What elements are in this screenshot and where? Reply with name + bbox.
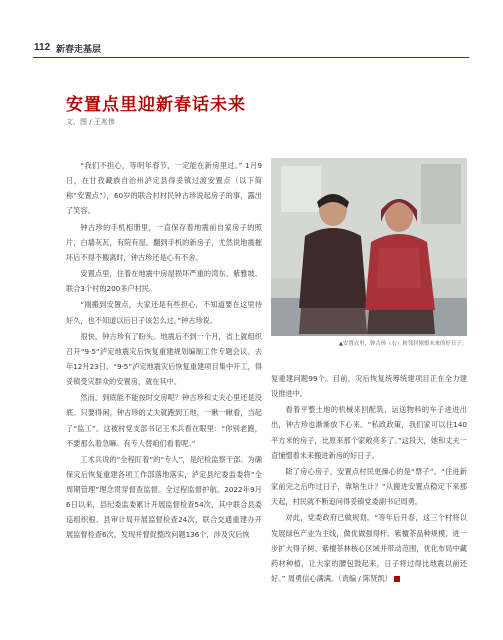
body-paragraph: 工术兵说的“全程盯着”的“专人”，是纪检监察干部。为确保灾后恢复重建各项工作部落地落实，泸定县纪委监委将“全周期管理”理念贯穿督查监督。全过程监督护航。2022年9月6日以来，县纪委监委累计开展监督检查54次，其中联合县委巡组织根、县审计局开展监督检查24次，联合交通重建办开展监督检查6次，发现并督促整改问题136个，涉及灾后恢: [66, 454, 262, 540]
body-paragraph: “我们不担心，等明年春节，一定能在新房里过。” 1月9日，在甘孜藏族自治州泸定县得妥镇过渡安置点（以下简称“安置点”），60岁的联合村村民钟古珍说起房子的事，露出了笑容。: [66, 161, 262, 216]
body-paragraph-final-text: 对此，党委政府已做规划。“等年后开春，这三个村将以发展绿色产业为主线，做优做强得杆、紫檀茶品种规模，进一步扩大得子树、紫檀茶林核心区域并带动范围，优化布局中藏药材种植，让大家的腰包鼓起来，日子将过得比地震以前还好。” 周勇信心满满。（责编 / 陈贤凯）: [271, 513, 467, 583]
end-of-article-icon: █: [394, 576, 400, 582]
photo-two-women-seated: [271, 158, 467, 336]
body-paragraph: 很快，钟古珍有了盼头。地震后不到一个月，省上就组织召开“9·5”泸定地震灾后恢复重建规划编制工作专题会议。去年12月23日，“9·5”泸定地震灾后恢复重建项目集中开工，得妥镇受灾群众的安置房，就在其中。: [66, 331, 262, 387]
header-divider: [33, 57, 469, 58]
body-paragraph: 安置点里，住着在地震中房屋损坏严重的湾东、紫雅坡、联合3个村的200多户村民。: [66, 269, 262, 294]
body-paragraph: 看着平整土地的机械来回配筑，运送物料的车子进进出出，钟古珍也渐渐放下心来。“私政政策，我们家可以住140平方米的房子，比原来那个家敞亮多了。”这段天，她和丈夫一直憧憬着未来搬进新房的好日子。: [271, 405, 467, 460]
article-title: 安置点里迎新春话未来: [66, 95, 246, 115]
body-paragraph: “刚搬到安置点，大家还是有些担心，不知道要在这里待好久，也不知道以后日子该怎么过。”钟古珍说。: [66, 300, 262, 325]
body-paragraph: 钟古珍的手机相册里，一直保存着地震前自家房子的照片，白墙灰瓦，有院有屋。翻到手机的新房子，尤然说地震摧坏后不得不搬离时，钟古珍还是心有不舍。: [66, 222, 262, 262]
page-number: 112: [34, 42, 51, 53]
article-byline: 文、图 / 王兆伟: [66, 118, 115, 126]
body-paragraph-final: [271, 510, 467, 585]
body-paragraph: 除了房心房子，安置点村民更操心的是“票子”。“住进新家前完之后咋过日子，靠啥生计？”从搬进安置点稳定下来那天起，村民就不断追问得妥镇党委副书记周勇。: [271, 466, 467, 507]
body-paragraph: 复重建问题99个。目前，灾后恢复统筹统建项目正在全力建设推进中。: [271, 374, 467, 399]
section-label: 新春走基层: [56, 45, 102, 55]
body-column-left: [66, 158, 262, 618]
body-paragraph: 然而，到底能不能按时交房呢？钟古珍和丈夫心里还是没底。只要得闲，钟古珍的丈夫就跑到工地，一瞅一瞅看，当起了“监工”。这被村党支部书记王术兵看在眼里：“你别老跑，不要那么着急嘛。有专人替咱们看着呢。”: [66, 393, 262, 448]
photo-caption: ▲安置点里，钟古珍（右）和邻居憧憬未来的好日子。: [338, 341, 467, 347]
article-photo: [271, 158, 467, 336]
body-column-right: [271, 371, 467, 621]
